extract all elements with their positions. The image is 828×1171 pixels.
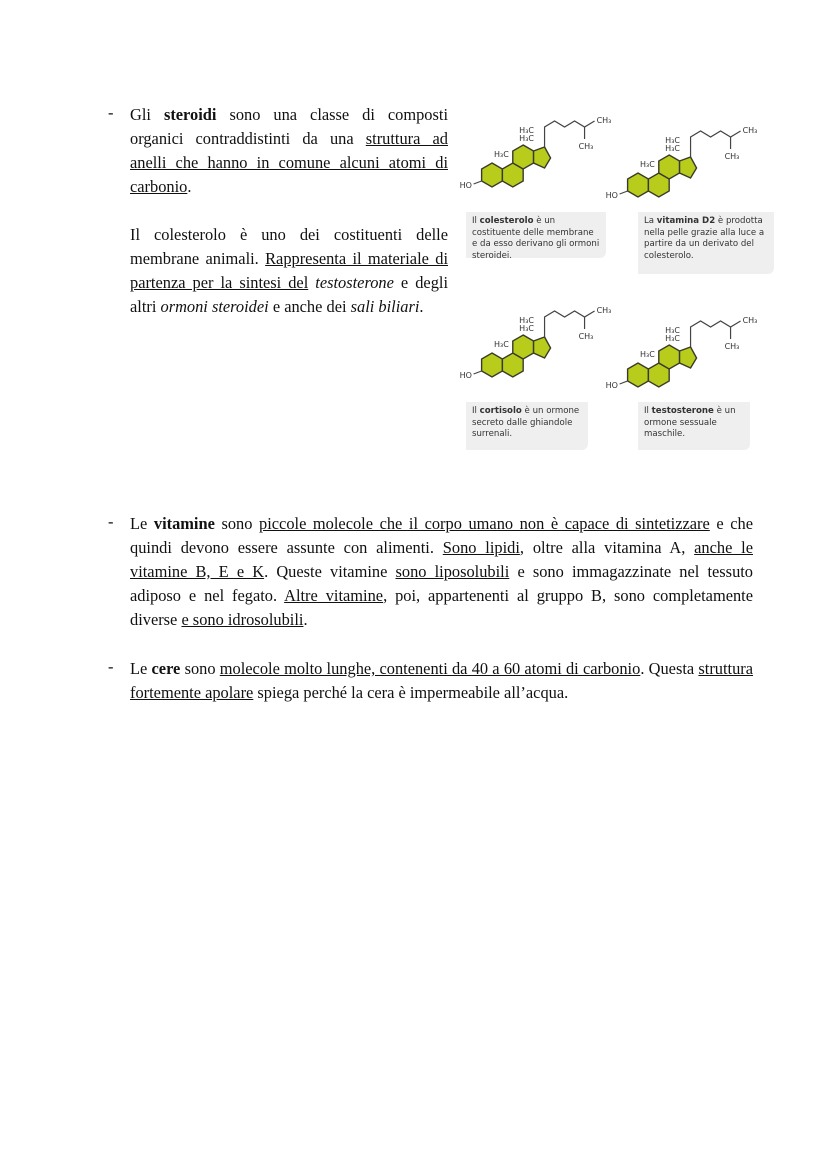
steroid-ring [628,363,649,387]
ho-label: HO [605,191,618,200]
text-segment: . Questa [640,659,699,678]
bullet-dash: - [108,103,114,122]
underlined-text: anche le vitamine B, E e K [130,538,753,581]
italic-term: testosterone [315,273,394,292]
text-segment: è un costituente delle membrane e da esso derivano gli ormoni steroidei. [472,216,600,261]
underlined-text: Rappresenta il materiale di partenza per la sintesi del [130,249,448,292]
text-segment: Il [472,216,480,226]
hydroxyl-bond [620,381,628,384]
paragraph [130,512,753,632]
caption-cholesterol [466,212,606,261]
ch3-label: CH₃ [578,142,594,151]
steroid-ring [513,145,534,169]
five-membered-ring [680,157,697,178]
underlined-text: piccole molecole che il corpo umano non è capace di sintetizzare [259,514,710,533]
steroid-ring [659,155,680,179]
h3c-label: H₃C [665,326,680,335]
text-segment: Il colesterolo è uno dei costituenti delle membrane animali. [130,225,448,268]
vitamin-d2-structure [600,100,780,205]
five-membered-ring [534,147,551,168]
ch3-label: CH₃ [724,342,740,351]
text-segment: Le [130,659,152,678]
ch3-label: CH₃ [596,116,612,125]
h3c-label: H₃C [665,136,680,145]
bold-term: vitamine [153,514,215,533]
caption-testosterone [638,402,750,450]
caption-cortisol [466,402,588,450]
text-segment: . [303,610,308,629]
bold-term: cortisolo [479,406,522,416]
steroid-ring [482,163,503,187]
hydroxyl-bond [620,191,628,194]
text-segment: e degli altri [130,273,448,316]
h3c-label: H₃C [519,324,534,333]
text-segment: Il [472,406,480,416]
ch3-label: CH₃ [578,332,594,341]
h3c-label: H₃C [640,160,655,169]
steroidi-text [130,103,448,319]
h3c-label: H₃C [640,350,655,359]
ch3-label: CH₃ [724,152,740,161]
underlined-text: sono liposolubili [395,562,510,581]
caption-vitamin-d2 [638,212,774,274]
steroid-ring [659,345,680,369]
text-segment: Gli [130,105,164,124]
text-segment: e sono immagazzinate nel tessuto adiposo e nel fegato. [130,562,754,605]
text-segment: sono [180,659,220,678]
underlined-text: Altre vitamine [284,586,384,605]
text-segment: Le [130,514,154,533]
underlined-text: molecole molto lunghe, contenenti da 40 a 60 atomi di carbonio [219,659,641,678]
bullet-dash: - [108,657,114,676]
text-segment: . [187,177,192,196]
underlined-text: e sono idrosolubili [181,610,304,629]
bold-term: testosterone [651,406,714,416]
cholesterol-structure [459,100,622,205]
h3c-label: H₃C [519,134,534,143]
steroid-ring [482,353,503,377]
text-segment: è un ormone sessuale maschile. [644,406,736,439]
h3c-label: H₃C [519,316,534,325]
cortisol-structure [459,290,622,395]
italic-term: ormoni steroidei [160,297,269,316]
ho-label: HO [459,371,472,380]
steroid-ring [513,335,534,359]
hydroxyl-bond [474,371,482,374]
text-segment: La [644,216,657,226]
paragraph [130,223,448,319]
five-membered-ring [534,337,551,358]
ch3-label: CH₃ [742,316,758,325]
testosterone-structure [600,290,780,395]
steroid-figure [459,100,782,462]
bold-term: colesterolo [479,216,534,226]
bold-term: vitamina D2 [656,216,716,226]
steroid-ring [628,173,649,197]
h3c-label: H₃C [494,340,509,349]
underlined-text: struttura ad anelli che hanno in comune alcuni atomi di carbonio [130,129,448,196]
text-segment: , oltre alla vitamina A, [519,538,695,557]
underlined-text: struttura fortemente apolare [130,659,754,702]
bullet-dash: - [108,512,114,531]
h3c-label: H₃C [494,150,509,159]
ch3-label: CH₃ [742,126,758,135]
paragraph [130,657,753,705]
paragraph [130,103,448,199]
text-segment: e che quindi devono essere assunte con alimenti. [130,514,753,557]
text-segment: sono una classe di composti organici contraddistinti da una [130,105,448,148]
bold-term: steroidi [163,105,217,124]
five-membered-ring [680,347,697,368]
text-segment: spiega perché la cera è impermeabile all’acqua. [253,683,569,702]
ho-label: HO [605,381,618,390]
text-segment: . [419,297,424,316]
text-segment: , poi, appartenenti al gruppo B, sono completamente diverse [130,586,753,629]
ho-label: HO [459,181,472,190]
ch3-label: CH₃ [596,306,612,315]
text-segment: è prodotta nella pelle grazie alla luce a partire da un derivato del colesterolo. [644,216,765,261]
bold-term: cere [151,659,181,678]
cere-text [130,657,753,705]
h3c-label: H₃C [519,126,534,135]
text-segment: sono [214,514,260,533]
hydroxyl-bond [474,181,482,184]
vitamine-text [130,512,753,632]
text-segment: . Queste vitamine [264,562,396,581]
text-segment: Il [644,406,652,416]
h3c-label: H₃C [665,144,680,153]
underlined-text: Sono lipidi [442,538,520,557]
italic-term: sali biliari [350,297,420,316]
text-segment: e anche dei [268,297,351,316]
h3c-label: H₃C [665,334,680,343]
text-segment: è un ormone secreto dalle ghiandole surrenali. [472,406,580,439]
